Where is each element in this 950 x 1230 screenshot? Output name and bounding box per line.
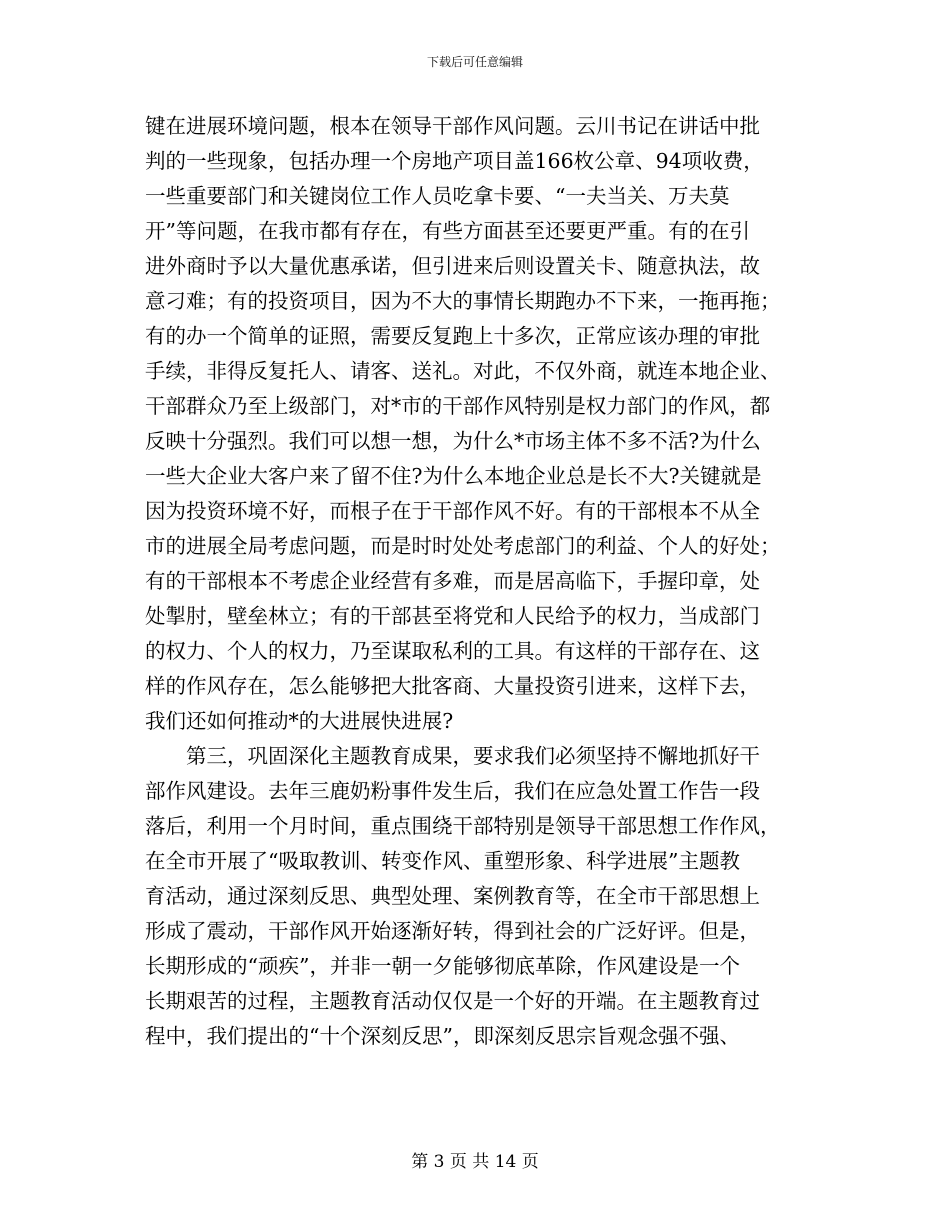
body-line: 一些大企业大客户来了留不住?为什么本地企业总是长不大?关键就是 xyxy=(145,464,762,488)
body-line: 部作风建设。去年三鹿奶粉事件发生后，我们在应急处置工作告一段 xyxy=(145,779,760,803)
body-line: 有的干部根本不考虑企业经营有多难，而是居高临下，手握印章，处 xyxy=(145,569,760,593)
body-line: 我们还如何推动*的大进展快进展? xyxy=(145,709,454,733)
body-line: 有的办一个简单的证照，需要反复跑上十多次，正常应该办理的审批 xyxy=(145,324,760,348)
body-line: 样的作风存在，怎么能够把大批客商、大量投资引进来，这样下去， xyxy=(145,674,760,698)
body-line: 的权力、个人的权力，乃至谋取私利的工具。有这样的干部存在、这 xyxy=(145,639,760,663)
document-body xyxy=(145,109,805,1054)
body-line: 键在进展环境问题，根本在领导干部作风问题。云川书记在讲话中批 xyxy=(145,114,760,138)
body-line: 反映十分强烈。我们可以想一想，为什么*市场主体不多不活?为什么 xyxy=(145,429,761,453)
body-line: 形成了震动，干部作风开始逐渐好转，得到社会的广泛好评。但是， xyxy=(145,919,760,943)
body-line: 进外商时予以大量优惠承诺，但引进来后则设置关卡、随意执法，故 xyxy=(145,254,760,278)
body-line: 在全市开展了“吸取教训、转变作风、重塑形象、科学进展”主题教 xyxy=(145,849,740,873)
body-line: 意刁难；有的投资项目，因为不大的事情长期跑办不下来，一拖再拖； xyxy=(145,289,781,313)
body-line: 一些重要部门和关键岗位工作人员吃拿卡要、“一夫当关、万夫莫 xyxy=(145,184,730,208)
body-line: 开”等问题，在我市都有存在，有些方面甚至还要更严重。有的在引 xyxy=(145,219,750,243)
body-line: 育活动，通过深刻反思、典型处理、案例教育等，在全市干部思想上 xyxy=(145,884,760,908)
body-line: 处掣肘，壁垒林立；有的干部甚至将党和人民给予的权力，当成部门 xyxy=(145,604,760,628)
body-line: 落后，利用一个月时间，重点围绕干部特别是领导干部思想工作作风， xyxy=(145,814,781,838)
body-line: 市的进展全局考虑问题，而是时时处处考虑部门的利益、个人的好处； xyxy=(145,534,781,558)
body-line: 程中，我们提出的“十个深刻反思”，即深刻反思宗旨观念强不强、 xyxy=(145,1024,740,1048)
body-line: 判的一些现象，包括办理一个房地产项目盖166枚公章、94项收费， xyxy=(145,149,764,173)
body-line: 长期形成的“顽疾”，并非一朝一夕能够彻底革除，作风建设是一个 xyxy=(145,954,740,978)
page-number: 第 3 页 共 14 页 xyxy=(411,1152,539,1172)
body-line: 手续，非得反复托人、请客、送礼。对此，不仅外商，就连本地企业、 xyxy=(145,359,781,383)
download-edit-note: 下载后可任意编辑 xyxy=(426,55,523,69)
body-line: 长期艰苦的过程，主题教育活动仅仅是一个好的开端。在主题教育过 xyxy=(145,989,760,1013)
paragraph-start-line: 第三，巩固深化主题教育成果，要求我们必须坚持不懈地抓好干 xyxy=(186,744,760,768)
body-line: 干部群众乃至上级部门，对*市的干部作风特别是权力部门的作风，都 xyxy=(145,394,771,418)
body-line: 因为投资环境不好，而根子在于干部作风不好。有的干部根本不从全 xyxy=(145,499,760,523)
